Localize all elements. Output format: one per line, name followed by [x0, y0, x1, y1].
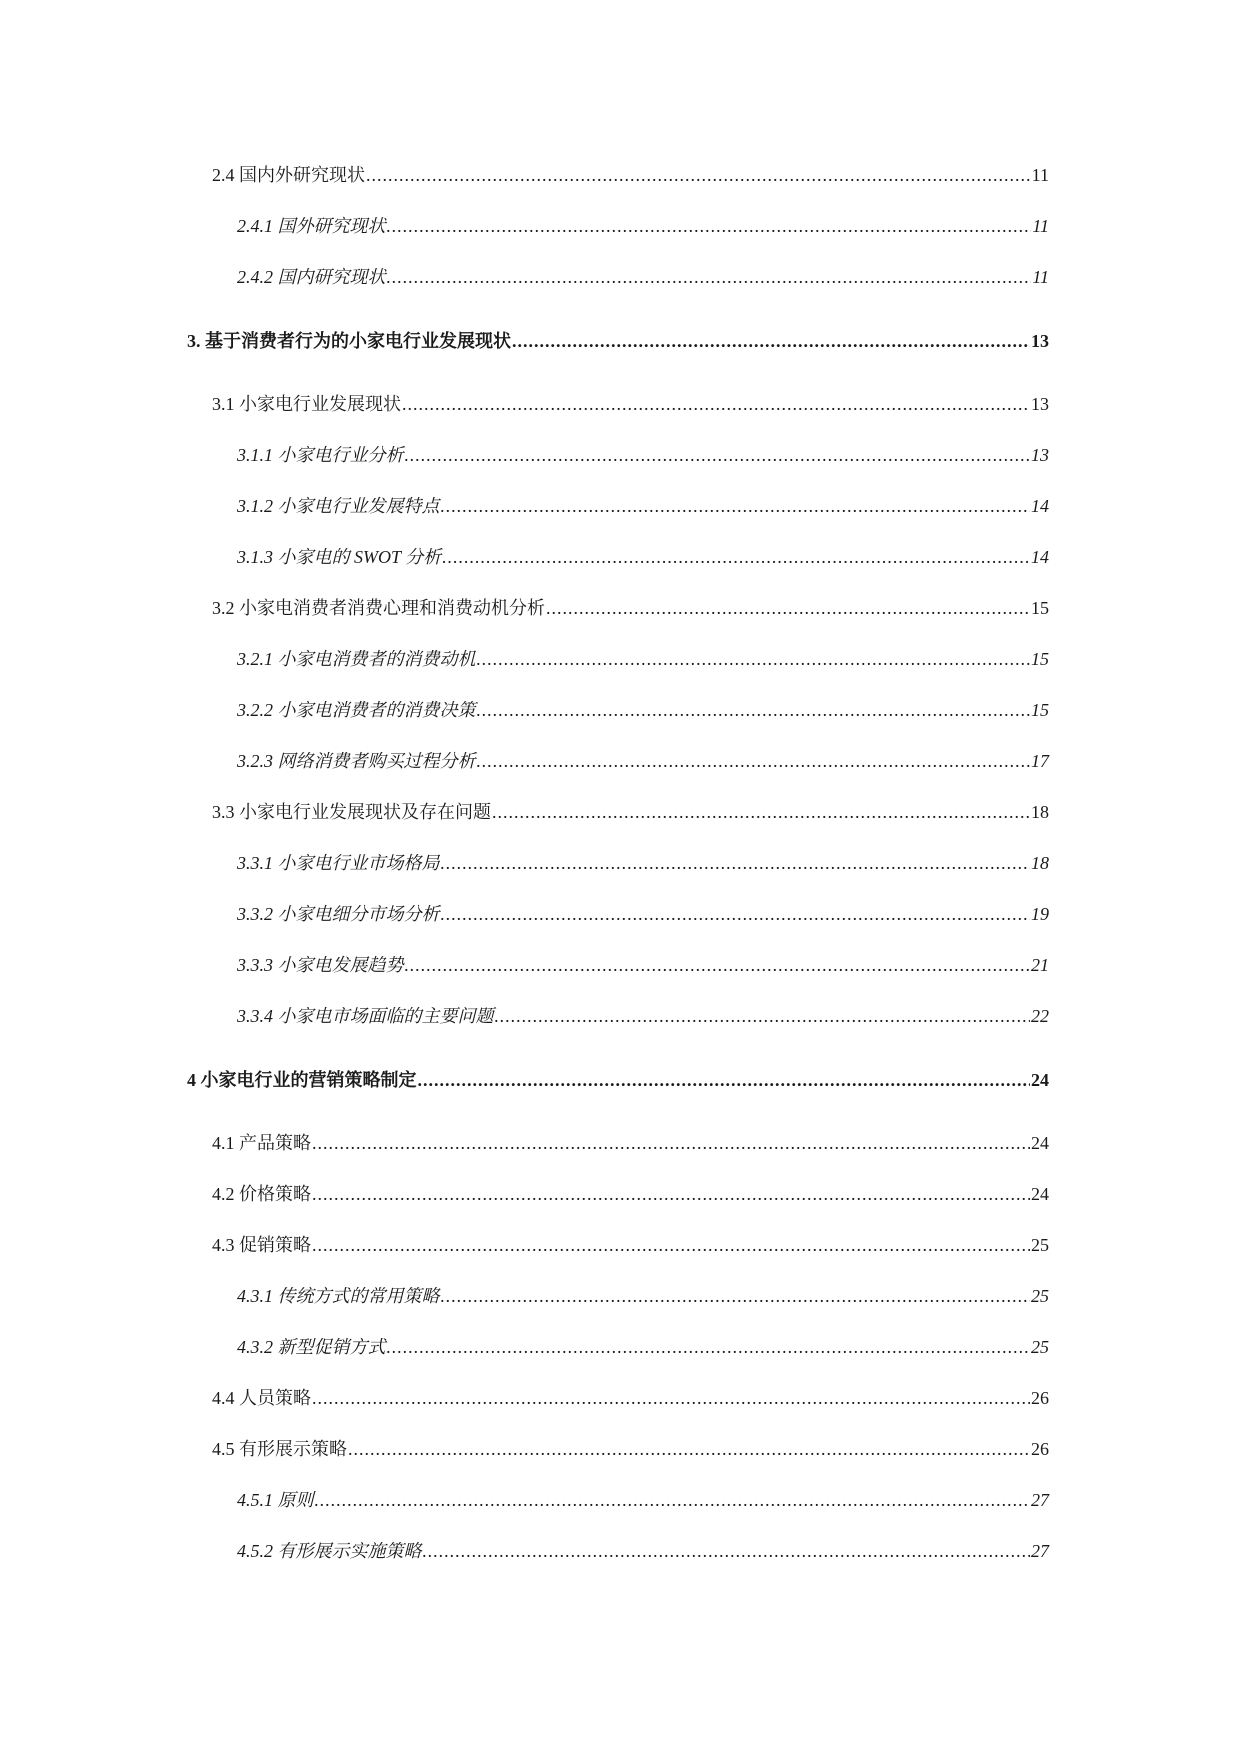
- toc-entry-3-3-3[interactable]: [237, 950, 1049, 980]
- dot-leader: [387, 262, 1032, 292]
- dot-leader: [405, 950, 1031, 980]
- toc-entry-title: 3.3.1 小家电行业市场格局: [237, 853, 440, 873]
- dot-leader: [495, 1001, 1031, 1031]
- toc-entry-3-1-2[interactable]: [237, 491, 1049, 521]
- toc-entry-title: 2.4 国内外研究现状: [212, 165, 365, 185]
- dot-leader: [315, 1485, 1031, 1515]
- toc-entry-page: 13: [1031, 394, 1049, 414]
- dot-leader: [441, 1281, 1031, 1311]
- toc-entry-3-2[interactable]: [212, 593, 1049, 623]
- toc-entry-title: 4.3 促销策略: [212, 1235, 311, 1255]
- toc-entry-title: 3.2 小家电消费者消费心理和消费动机分析: [212, 598, 545, 618]
- toc-entry-3-1-3[interactable]: [237, 542, 1049, 572]
- toc-entry-page: 25: [1031, 1337, 1049, 1357]
- toc-entry-title: 4.5 有形展示策略: [212, 1439, 347, 1459]
- dot-leader: [441, 491, 1031, 521]
- dot-leader: [312, 1383, 1030, 1413]
- toc-entry-4-2[interactable]: [212, 1179, 1049, 1209]
- toc-entry-title: 4.4 人员策略: [212, 1388, 311, 1408]
- toc-entry-4-3-1[interactable]: [237, 1281, 1049, 1311]
- dot-leader: [546, 593, 1030, 623]
- dot-leader: [387, 1332, 1031, 1362]
- toc-entry-page: 24: [1031, 1133, 1049, 1153]
- dot-leader: [312, 1230, 1030, 1260]
- toc-entry-title: 3. 基于消费者行为的小家电行业发展现状: [187, 331, 511, 351]
- dot-leader: [402, 389, 1030, 419]
- toc-entry-3[interactable]: [187, 326, 1049, 356]
- toc-entry-2-4[interactable]: [212, 160, 1049, 190]
- dot-leader: [418, 1065, 1031, 1095]
- toc-entry-page: 25: [1031, 1235, 1049, 1255]
- toc-entry-3-1[interactable]: [212, 389, 1049, 419]
- toc-entry-page: 15: [1031, 700, 1049, 720]
- toc-entry-page: 11: [1032, 267, 1049, 287]
- toc-entry-3-3[interactable]: [212, 797, 1049, 827]
- dot-leader: [405, 440, 1031, 470]
- toc-entry-page: 13: [1031, 445, 1049, 465]
- toc-entry-page: 17: [1031, 751, 1049, 771]
- dot-leader: [442, 542, 1030, 572]
- toc-entry-title: 4.1 产品策略: [212, 1133, 311, 1153]
- toc-entry-4-3-2[interactable]: [237, 1332, 1049, 1362]
- toc-entry-title: 3.3.4 小家电市场面临的主要问题: [237, 1006, 494, 1026]
- toc-entry-page: 26: [1031, 1439, 1049, 1459]
- toc-entry-page: 27: [1031, 1541, 1049, 1561]
- toc-entry-2-4-1[interactable]: [237, 211, 1049, 241]
- dot-leader: [366, 160, 1031, 190]
- dot-leader: [423, 1536, 1031, 1566]
- dot-leader: [477, 644, 1031, 674]
- toc-entry-title: 3.2.1 小家电消费者的消费动机: [237, 649, 476, 669]
- toc-entry-title: 2.4.1 国外研究现状: [237, 216, 386, 236]
- toc-entry-page: 18: [1031, 802, 1049, 822]
- toc-entry-3-2-3[interactable]: [237, 746, 1049, 776]
- dot-leader: [348, 1434, 1030, 1464]
- toc-entry-page: 15: [1031, 598, 1049, 618]
- toc-entry-4-5[interactable]: [212, 1434, 1049, 1464]
- toc-entry-4-5-1[interactable]: [237, 1485, 1049, 1515]
- toc-entry-4-1[interactable]: [212, 1128, 1049, 1158]
- toc-entry-page: 11: [1032, 216, 1049, 236]
- toc-entry-page: 14: [1031, 496, 1049, 516]
- toc-entry-4-4[interactable]: [212, 1383, 1049, 1413]
- dot-leader: [441, 848, 1031, 878]
- toc-entry-3-3-4[interactable]: [237, 1001, 1049, 1031]
- dot-leader: [512, 326, 1030, 356]
- toc-entry-title: 4 小家电行业的营销策略制定: [187, 1070, 417, 1090]
- toc-entry-3-1-1[interactable]: [237, 440, 1049, 470]
- toc-entry-page: 25: [1031, 1286, 1049, 1306]
- dot-leader: [387, 211, 1032, 241]
- toc-entry-3-2-2[interactable]: [237, 695, 1049, 725]
- toc-entry-page: 18: [1031, 853, 1049, 873]
- toc-entry-page: 22: [1031, 1006, 1049, 1026]
- toc-entry-page: 24: [1031, 1070, 1049, 1090]
- toc-entry-page: 15: [1031, 649, 1049, 669]
- toc-entry-title: 3.1.2 小家电行业发展特点: [237, 496, 440, 516]
- dot-leader: [477, 695, 1031, 725]
- toc-entry-page: 24: [1031, 1184, 1049, 1204]
- toc-entry-2-4-2[interactable]: [237, 262, 1049, 292]
- toc-entry-page: 21: [1031, 955, 1049, 975]
- toc-entry-4-3[interactable]: [212, 1230, 1049, 1260]
- toc-entry-title: 3.3 小家电行业发展现状及存在问题: [212, 802, 491, 822]
- dot-leader: [312, 1128, 1030, 1158]
- toc-entry-4[interactable]: [187, 1065, 1049, 1095]
- toc-entry-page: 14: [1031, 547, 1049, 567]
- toc-entry-4-5-2[interactable]: [237, 1536, 1049, 1566]
- toc-entry-page: 11: [1031, 165, 1049, 185]
- toc-entry-title: 3.3.2 小家电细分市场分析: [237, 904, 440, 924]
- toc-entry-title: 4.2 价格策略: [212, 1184, 311, 1204]
- toc-entry-3-2-1[interactable]: [237, 644, 1049, 674]
- toc-entry-title: 4.5.1 原则: [237, 1490, 314, 1510]
- toc-entry-title: 3.2.3 网络消费者购买过程分析: [237, 751, 476, 771]
- toc-entry-page: 13: [1031, 331, 1049, 351]
- toc-entry-title: 3.1.3 小家电的 SWOT 分析: [237, 547, 442, 567]
- toc-entry-title: 3.2.2 小家电消费者的消费决策: [237, 700, 476, 720]
- toc-entry-title: 4.3.2 新型促销方式: [237, 1337, 386, 1357]
- toc-entry-page: 27: [1031, 1490, 1049, 1510]
- dot-leader: [477, 746, 1031, 776]
- toc-entry-title: 3.1 小家电行业发展现状: [212, 394, 401, 414]
- toc-entry-title: 3.3.3 小家电发展趋势: [237, 955, 404, 975]
- dot-leader: [441, 899, 1031, 929]
- toc-entry-page: 26: [1031, 1388, 1049, 1408]
- toc-entry-title: 3.1.1 小家电行业分析: [237, 445, 404, 465]
- toc-entry-title: 4.3.1 传统方式的常用策略: [237, 1286, 440, 1306]
- toc-entry-title: 2.4.2 国内研究现状: [237, 267, 386, 287]
- toc-entry-3-3-2[interactable]: [237, 899, 1049, 929]
- dot-leader: [312, 1179, 1030, 1209]
- toc-entry-3-3-1[interactable]: [237, 848, 1049, 878]
- toc-entry-page: 19: [1031, 904, 1049, 924]
- toc-entry-title: 4.5.2 有形展示实施策略: [237, 1541, 422, 1561]
- dot-leader: [492, 797, 1030, 827]
